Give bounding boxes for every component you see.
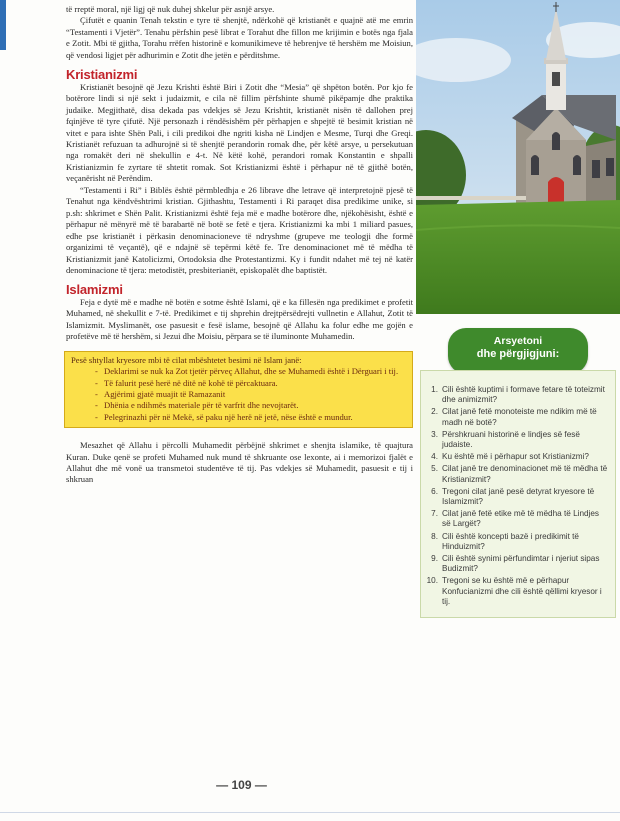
christianity-paragraph-1: Kristianët besojnë që Jezu Krishti është Biri i Zotit dhe “Mesia” që shpëton botën. Por kjo fe botërore lindi si një sekt i judaizmit, e cila në fillim përfshinte shumë pikëpamje dhe praktika judaike. Megjithatë, disa dekada pas vdekjes së Jezu Krishtit, kristianët nisën të dallohen prej fqinjëve të tyre çifutë. Një personazh i rëndësishëm për përhapjen e shpejtë të besimit kristian në vitet e para ishte Shën Pali, i cili predikoi dhe ngriti kisha në Lindjen e Mesme, Turqi dhe Greqi. Kristianët refuzuan ta adhurojnë si të shenjtë perandorin romak dhe, për këtë arsye, u persekutuan nga romakët deri në shekullin e 4-t. Në këtë kohë, perandori romak Konstantin e shpalli Kristianizmin fe zyrtare të shtetit romak. Sot Kristianizmi është i përhapur në të gjithë botën, veçanërisht në Perëndim. — [66, 81, 413, 184]
question-number: 4. — [431, 452, 438, 462]
islam-paragraph-1: Feja e dytë më e madhe në botën e sotme është Islami, që e ka fillesën nga predikimet e profetit Muhamed, në shekullit e 7-të. Predikimet e tij shprehin drejtpërsëdrejti vullnetin e Allahut, Zotit të Islamizmit. Myslimanët, ose pasuesit e fesë islame, besojnë që Allahu ka folur edhe me gojën e profetëve më të hershëm, si Jezui dhe Moisiu, përpara se të iluminonte Muhamedin. — [66, 296, 413, 342]
question-item — [425, 430, 609, 450]
church-photo — [416, 0, 620, 314]
question-item — [425, 452, 609, 462]
badge-title-line1: Arsyetoni — [493, 335, 543, 347]
question-item — [425, 464, 609, 484]
question-text: Cili është kuptimi i formave fetare të toteizmit dhe animizmit? — [442, 385, 605, 405]
question-text: Cilat janë fetë monoteiste me ndikim më të madh në botë? — [442, 407, 597, 427]
intro-line: të rreptë moral, një ligj që nuk duhej shkelur për asnjë arsye. — [66, 4, 275, 14]
pillar-item: - Dhënia e ndihmës materiale për të varfrit dhe nevojtarët. — [95, 400, 406, 411]
badge-title-line2: dhe përgjigjuni: — [476, 348, 560, 360]
pillars-list — [95, 366, 406, 423]
main-text-column — [66, 4, 413, 486]
pillar-item: - Deklarimi se nuk ka Zot tjetër përveç Allahut, dhe se Muhamedi është i Dërguari i tij. — [95, 366, 406, 377]
question-text: Cili është koncepti bazë i predikimit të Hinduizmit? — [442, 531, 579, 551]
question-number: 7. — [431, 509, 438, 519]
questions-badge — [448, 328, 588, 374]
question-number: 1. — [431, 385, 438, 394]
pillar-item: - Të falurit pesë herë në ditë në kohë të përcaktuara. — [95, 378, 406, 389]
question-number: 2. — [431, 407, 438, 417]
pillar-item: - Pelegrinazhi për në Mekë, së paku një herë në jetë, nëse është e mundur. — [95, 412, 406, 423]
question-item — [425, 554, 609, 574]
question-number: 9. — [431, 554, 438, 564]
question-item — [425, 576, 609, 607]
question-text: Cilat janë fetë etike më të mëdha të Lindjes së Largët? — [442, 509, 600, 529]
question-item — [425, 509, 609, 529]
question-item — [425, 385, 609, 405]
islam-heading: Islamizmi — [66, 282, 123, 298]
question-item — [425, 407, 609, 427]
question-text: Tregoni se ku është më e përhapur Konfucianizmi dhe cili është qëllimi kryesor i tij. — [442, 576, 602, 606]
question-number: 5. — [431, 464, 438, 474]
questions-list — [425, 385, 609, 607]
left-edge-marker — [0, 0, 6, 50]
bottom-divider — [0, 812, 620, 813]
question-text: Përshkruani historinë e lindjes së fesë judaiste. — [442, 429, 580, 450]
pillars-intro: Pesë shtyllat kryesore mbi të cilat mbështetet besimi në Islam janë: — [71, 354, 302, 365]
page-number: — 109 — — [216, 778, 267, 792]
five-pillars-box — [64, 351, 413, 428]
question-item — [425, 532, 609, 552]
question-number: 6. — [431, 486, 438, 496]
question-text: Cilat janë tre denominacionet më të mëdha të Kristianizmit? — [442, 464, 608, 484]
question-item — [425, 487, 609, 507]
question-text: Cili është synimi përfundimtar i njeriut sipas Budizmit? — [442, 554, 600, 574]
question-number: 8. — [431, 531, 438, 541]
islam-paragraph-2: Mesazhet që Allahu i përcolli Muhamedit përbëjnë shkrimet e shenjta islamike, të quajtura Kuran. Duke qenë se profeti Muhamed nuk mund të shkruante ose lexonte, ai i memorizoi fjalët e Allahut dhe më vonë ua transmetoi studentëve të tij. Pas vdekjes së Muhamedit, pasuesit e tij i shkruan — [66, 440, 413, 485]
question-text: Ku është më i përhapur sot Kristianizmi? — [442, 452, 589, 462]
pillar-item: - Agjërimi gjatë muajit të Ramazanit — [95, 389, 406, 400]
christianity-heading: Kristianizmi — [66, 67, 138, 83]
christianity-paragraph-2: “Testamenti i Ri” i Biblës është përmbledhja e 26 librave dhe letrave që interpretojnë pjesë të Tenahut nga këndvështrimi kristian. Gjithashtu, Testamenti i Ri paraqet disa predikime unike, si p.sh: shkrimet e Shën Palit. Kristianizmi është feja më e madhe botërore dhe, njëkohësisht, është e përhapur në mënyrë më të barabartë në botë se fetë e tjera. Kristianizmi ka mbi 1 miliard pasues, edhe pse kristianët i përkasin denominacioneve të ndryshme (grupeve me teologji dhe formë organizimi të veçantë), që e ndajnë së tepërmi këtë fe. Tre denominacionet më të mëdha të Kristianizmit janë Katolicizmi, Ortodoksia dhe Protestantizmi. Ky i fundit ndahet më tej në katër denominacione të tjera: metodistët, presbiterianët, episkopalët dhe baptistët. — [66, 184, 413, 275]
questions-list-box — [420, 370, 616, 618]
judaism-paragraph: Çifutët e quanin Tenah tekstin e tyre të shenjtë, ndërkohë që kristianët e quajnë atë me emrin “Testamenti i Vjetër”. Tenahu përfshin pesë librat e Torahut dhe fillon me krijimin e botës nga fjala e Zotit. Mbi të gjitha, Torahu rrëfen historinë e komunikimeve të hebrenjve të hershëm me Moisiun, që vendosi ligjet për adhurimin e Zotit dhe jetën e përditshme. — [66, 15, 413, 60]
question-text: Tregoni cilat janë pesë detyrat kryesore të Islamizmit? — [442, 486, 595, 507]
questions-sidebox — [420, 328, 616, 618]
question-number: 3. — [431, 429, 438, 439]
question-number: 10. — [426, 576, 438, 586]
